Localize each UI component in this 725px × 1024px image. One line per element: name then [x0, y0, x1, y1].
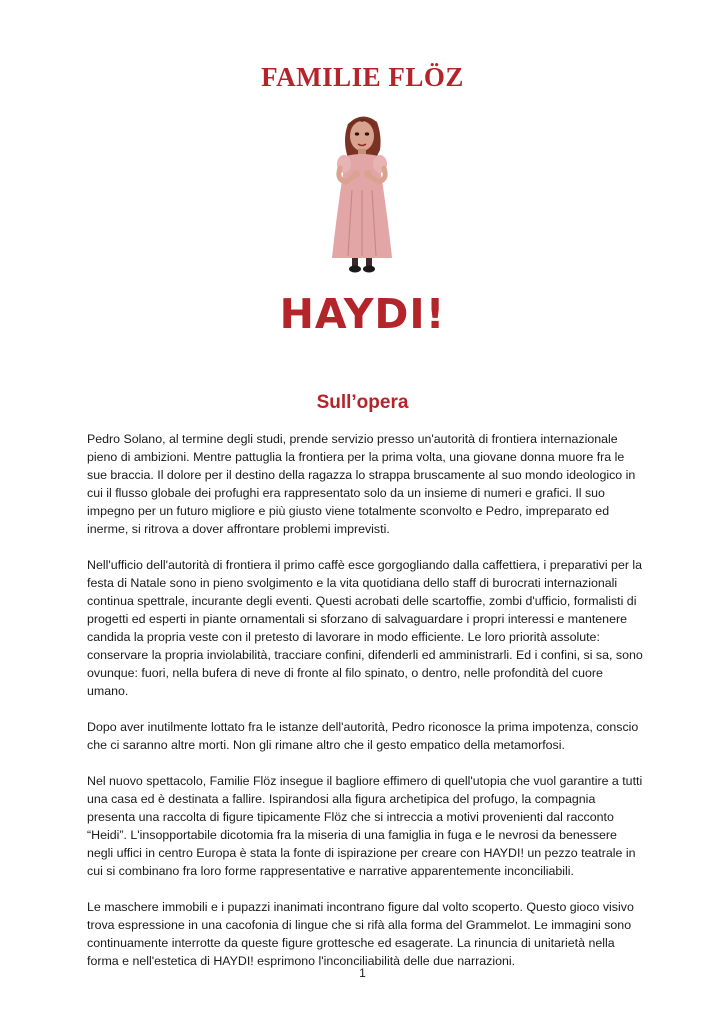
paragraph-2: Nell'ufficio dell'autorità di frontiera il primo caffè esce gorgogliando dalla caffettiera, i preparativi per la festa di Natale sono in pieno svolgimento e la vita quotidiana dello staff di burocrati internazionali continua spettrale, incurante degli eventi. Questi acrobati delle scartoffie, zombi d'ufficio, formalisti di progetti ed esperti in piante ornamentali si sforzano di salvaguardare i propri interessi e mantenere candida la propria veste con il pretesto di lavorare in modo efficiente. Le loro priorità assolute: conservare la propria inviolabilità, tracciare confini, difenderli ed amministrarli. Ed i confini, si sa, sono ovunque: fuori, nella bufera di neve di fronte al filo spinato, o dentro, nelle profondità del cuore umano. [87, 558, 643, 698]
paragraph-4: Nel nuovo spettacolo, Familie Flöz insegue il bagliore effimero di quell'utopia che vuol garantire a tutti una casa ed è destinata a fallire. Ispirandosi alla figura archetipica del profugo, la compagnia presenta una raccolta di figure tipicamente Flöz che si intreccia a motivi provenienti dal racconto “Heidi”. L'insopportabile dicotomia fra la miseria di una famiglia in fuga e le nevrosi da benessere negli uffici in centro Europa è stata la fonte di ispirazione per creare con HAYDI! un pezzo teatrale in cui si combinano fra loro forme rappresentative e narrative apparentemente inconciliabili. [87, 774, 643, 878]
body-text [87, 430, 643, 988]
show-title: HAYDI! [279, 290, 446, 338]
paragraph-5: Le maschere immobili e i pupazzi inanimati incontrano figure dal volto scoperto. Questo gioco visivo trova espressione in una cacofonia di lingue che si rifà alla forma del Grammelot. Le immagini sono continuamente interrotte da queste figure grottesche ed esagerate. La rinuncia di unitarietà nella forma e nell'estetica di HAYDI! esprimono l'inconciliabilità delle due narrazioni. [87, 900, 634, 968]
puppet-girl-illustration [322, 110, 402, 275]
section-heading: Sull’opera [316, 392, 409, 413]
paragraph-3: Dopo aver inutilmente lottato fra le istanze dell'autorità, Pedro riconosce la prima impotenza, conscio che ci saranno altre morti. Non gli rimane altro che il gesto empatico della metamorfosi. [87, 720, 639, 752]
page-number: 1 [359, 966, 366, 980]
company-name: FAMILIE FLÖZ [261, 62, 464, 92]
paragraph-1: Pedro Solano, al termine degli studi, prende servizio presso un'autorità di frontiera internazionale pieno di ambizioni. Mentre pattuglia la frontiera per la prima volta, una giovane donna muore fra le sue braccia. Il dolore per il destino della ragazza lo strappa bruscamente al suo mondo ideologico in cui il flusso globale dei profughi era rappresentato solo da un insieme di numeri e grafici. Il suo impegno per un futuro migliore e più giusto viene totalmente sconvolto e Pedro, impreparato ed inerme, si ritrova a dover affrontare problemi imprevisti. [87, 432, 636, 536]
